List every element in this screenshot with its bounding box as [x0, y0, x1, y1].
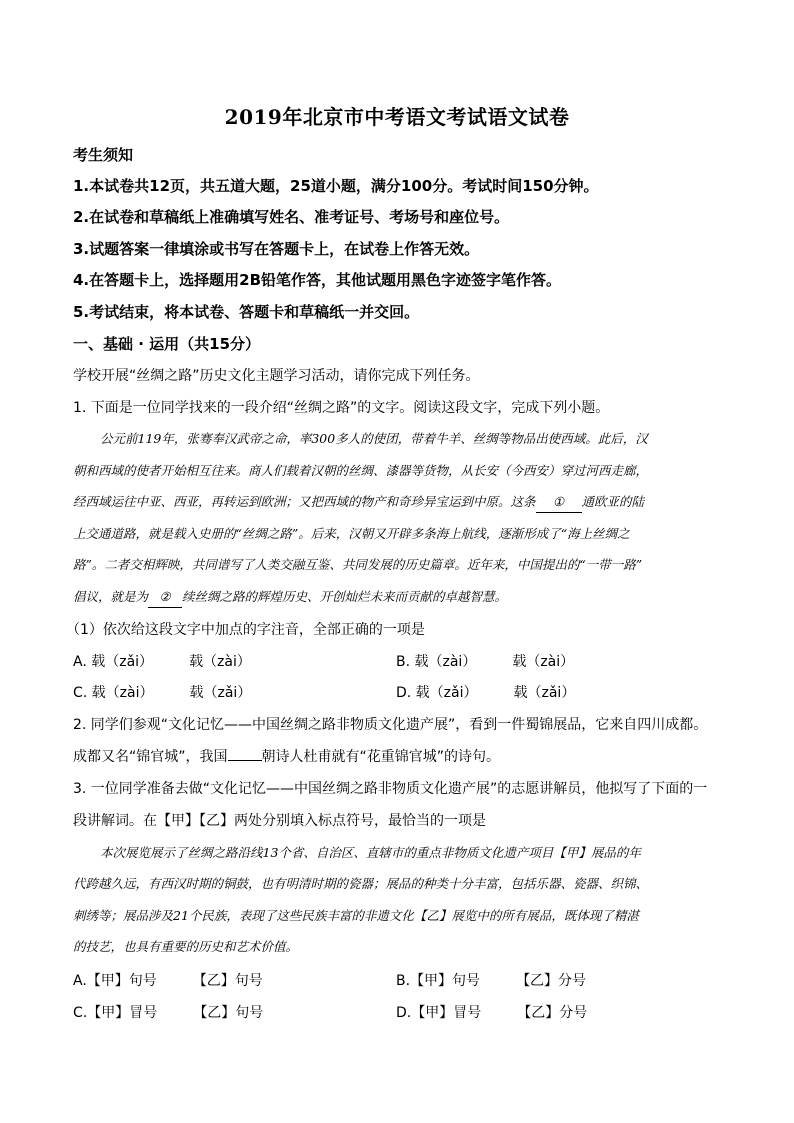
subquestion-1-stem: （1）依次给这段文字中加点的字注音，全部正确的一项是: [66, 622, 425, 638]
passage-1-line: [73, 587, 507, 608]
option-c: C.【甲】冒号 【乙】句号: [73, 1005, 264, 1021]
passage-2-line: 本次展览展示了丝绸之路沿线13个省、自治区、直辖市的重点非物质文化遗产项目【甲】展品的年: [100, 845, 641, 860]
notice-item-3: 3.试题答案一律填涂或书写在答题卡上，在试卷上作答无效。: [73, 240, 480, 258]
passage-2-line: 的技艺，也具有重要的历史和艺术价值。: [73, 939, 299, 954]
passage-2-line: 刺绣等；展品涉及21个民族，表现了这些民族丰富的非遗文化【乙】展览中的所有展品，既体现了精湛: [73, 908, 639, 923]
page-title: 2019年北京市中考语文考试语文试卷: [224, 105, 570, 129]
blank-2: ②: [148, 587, 182, 608]
options-row: [73, 683, 773, 703]
answer-blank: [228, 760, 262, 761]
question-3-line: 3. 一位同学准备去做“文化记忆——中国丝绸之路非物质文化遗产展”的志愿讲解员，他拟写了下面的一: [73, 781, 708, 797]
options-row: [73, 652, 773, 672]
option-c: C. 载（zài） 载（zǎi）: [73, 685, 252, 701]
option-b: B.【甲】句号 【乙】分号: [396, 973, 587, 989]
option-b: B. 载（zài） 载（zài）: [396, 654, 575, 670]
passage-text: 续丝绸之路的辉煌历史、开创灿烂未来而贡献的卓越智慧。: [182, 589, 508, 604]
notice-heading: 考生须知: [73, 146, 134, 164]
section-heading: 一、基础 · 运用（共15分）: [73, 335, 261, 353]
passage-1-line: [73, 492, 644, 513]
option-d: D.【甲】冒号 【乙】分号: [396, 1005, 588, 1021]
passage-2-line: 代跨越久远，有西汉时期的铜鼓，也有明清时期的瓷器；展品的种类十分丰富，包括乐器、瓷器、织锦、: [73, 876, 649, 891]
notice-item-1: 1.本试卷共12页，共五道大题，25道小题，满分100分。考试时间150分钟。: [73, 177, 599, 195]
options-row: [73, 971, 773, 991]
passage-1-line: 上交通道路，就是载入史册的“丝绸之路”。后来，汉朝又开辟多条海上航线，逐渐形成了“海上丝绸之: [73, 526, 630, 541]
section-intro: 学校开展“丝绸之路”历史文化主题学习活动，请你完成下列任务。: [73, 368, 480, 384]
option-a: A.【甲】句号 【乙】句号: [73, 973, 263, 989]
question-1-stem: 1. 下面是一位同学找来的一段介绍“丝绸之路”的文字。阅读这段文字，完成下列小题。: [73, 400, 610, 416]
question-2-line: 成都又名“锦官城”，我国 朝诗人杜甫就有“花重锦官城”的诗句。: [73, 749, 501, 765]
passage-1-line: 路”。二者交相辉映，共同谱写了人类交融互鉴、共同发展的历史篇章。近年来，中国提出的“一带一路”: [73, 557, 643, 572]
question-2-line: 2. 同学们参观“文化记忆——中国丝绸之路非物质文化遗产展”，看到一件蜀锦展品，它来自四川成都。: [73, 717, 708, 733]
passage-text: 倡议，就是为: [73, 589, 149, 604]
option-a: A. 载（zǎi） 载（zài）: [73, 654, 251, 670]
passage-1-line: 朝和西域的使者开始相互往来。商人们载着汉朝的丝绸、漆器等货物，从长安（今西安）穿过河西走廊，: [73, 463, 649, 478]
notice-item-4: 4.在答题卡上，选择题用2B铅笔作答，其他试题用黑色字迹签字笔作答。: [73, 271, 562, 289]
options-row: [73, 1003, 773, 1023]
blank-1: ①: [536, 492, 582, 513]
passage-text: 经西域运往中亚、西亚，再转运到欧洲；又把西域的物产和奇珍异宝运到中原。这条: [73, 494, 536, 509]
passage-1-line: 公元前119年，张骞奉汉武帝之命，率300多人的使团，带着牛羊、丝绸等物品出使西域。此后，汉: [100, 431, 648, 446]
notice-item-5: 5.考试结束，将本试卷、答题卡和草稿纸一并交回。: [73, 303, 420, 321]
option-d: D. 载（zǎi） 载（zǎi）: [396, 685, 576, 701]
passage-text: 通欧亚的陆: [581, 494, 645, 509]
question-3-line: 段讲解词。在【甲】【乙】两处分别填入标点符号，最恰当的一项是: [73, 813, 486, 829]
notice-item-2: 2.在试卷和草稿纸上准确填写姓名、准考证号、考场号和座位号。: [73, 208, 510, 226]
